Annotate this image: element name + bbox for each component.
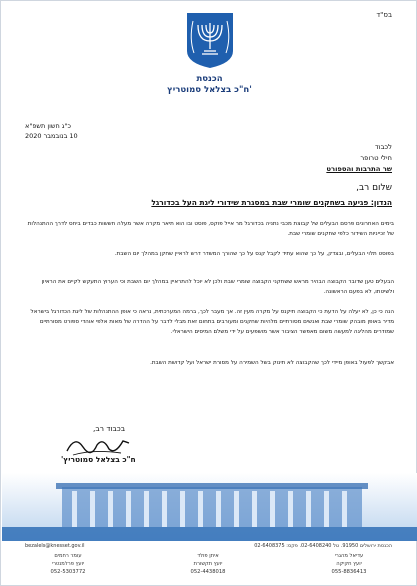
contact-role: יועץ פרלמנטרי bbox=[51, 561, 85, 567]
signoff: בכבוד רב, bbox=[93, 424, 126, 433]
footer-contact bbox=[304, 552, 394, 576]
contact-role: יועץ תקשורת bbox=[193, 561, 223, 567]
contact-name: עדיאל מהגרי bbox=[334, 553, 364, 559]
hebrew-date: כ"ג חשון תשפ"א bbox=[25, 122, 71, 130]
contact-phone: 052-5303772 bbox=[50, 569, 86, 575]
contact-phone: 055-8836413 bbox=[331, 569, 367, 575]
knesset-emblem-icon bbox=[185, 11, 235, 69]
footer-contact bbox=[163, 552, 253, 576]
knesset-building-image bbox=[2, 473, 417, 541]
addressee-prefix: לכבוד bbox=[375, 143, 392, 151]
bsd-mark: בס"ד bbox=[376, 11, 392, 19]
body-paragraph: הנה כי כן, לא יעלה על הדעת כי הקבוצה תיקנס על מקרה מעין זה. אך מעבר לכך, ברמה המערכתית, נראה כי אופן ההתנהלות של ליגת הכדורגל בישראל מדיר באופן מובהק שומרי שבת ואנשים מסורתיים מלהיות שחקנים ומעורבים בתחום זאת מבלי לדבר על ההדרה של מאות אלפי אוהדי ספורט מסורתיים שמודרים מהליגה למעשה משום מאפשר הציבור אשר מושפעים על ידי משלם המיסים הישראלי. bbox=[30, 309, 394, 335]
subject-line: הנדון: פגיעה בשחקנים שומרי שבת במסגרת שידורי ליגת העל בכדורגל bbox=[151, 198, 392, 207]
signature-name: ח"כ בצלאל סמוטריץ' bbox=[61, 455, 136, 464]
gregorian-date: 10 בנובמבר 2020 bbox=[25, 132, 78, 140]
footer-address: הכנסת ירושלים 91950. טל 02-6408240. פקס: 02-6408375 bbox=[254, 543, 392, 549]
contact-name: עומר רחמים bbox=[54, 553, 82, 559]
contact-phone: 052-4438018 bbox=[190, 569, 226, 575]
body-paragraph: הבעלים טען שדובר הקבוצה הבהיר מראש ששחקני הקבוצה שומרי שבת ולכן לא יוכל להתראיין במהלך יום השבת וכי הערוץ התעקש לקיים את הראיון ולשיטתו, לא בפעם הראשונה. bbox=[41, 279, 394, 295]
footer-email: bezalels@knesset.gov.il bbox=[25, 543, 85, 549]
body-paragraph: אבקשך לפעול באופן מיידי לכך שהקבוצה לא תינוק בשל השמירה על מסורת ישראל ועל קדושת השבת. bbox=[150, 360, 394, 366]
addressee-name: חילי טרופר bbox=[360, 154, 392, 162]
addressee-title: שר התרבות והספורט bbox=[326, 165, 392, 173]
body-paragraph: בימים האחרונים פרסם הבעלים של קבוצת מכבי נתניה בכדורגל מר אייל פוקס, פוסט ובו הוא תיאר מקרה אשר מעלה חששות כבדים ביחס לדרך ההתנהלות של זכייניות השידור כלפי שחקנים שומרי שבת. bbox=[27, 221, 394, 237]
body-paragraph: בפוסט תלוי הבעלים, ובצדק, על כך שהוא עתיד לקבל קנס על כך שהורך המשדר דרש לראיין שחקן במהלך יום השבת. bbox=[114, 251, 394, 257]
mk-title: ח"כ בצלאל סמוטריץ' bbox=[167, 85, 252, 95]
knesset-title: הכנסת bbox=[196, 74, 223, 84]
contact-role: יועץ חקיקה bbox=[336, 561, 362, 567]
greeting: שלום רב, bbox=[356, 183, 392, 193]
contact-name: איתן פולד bbox=[197, 553, 219, 559]
footer-contact bbox=[23, 552, 113, 576]
